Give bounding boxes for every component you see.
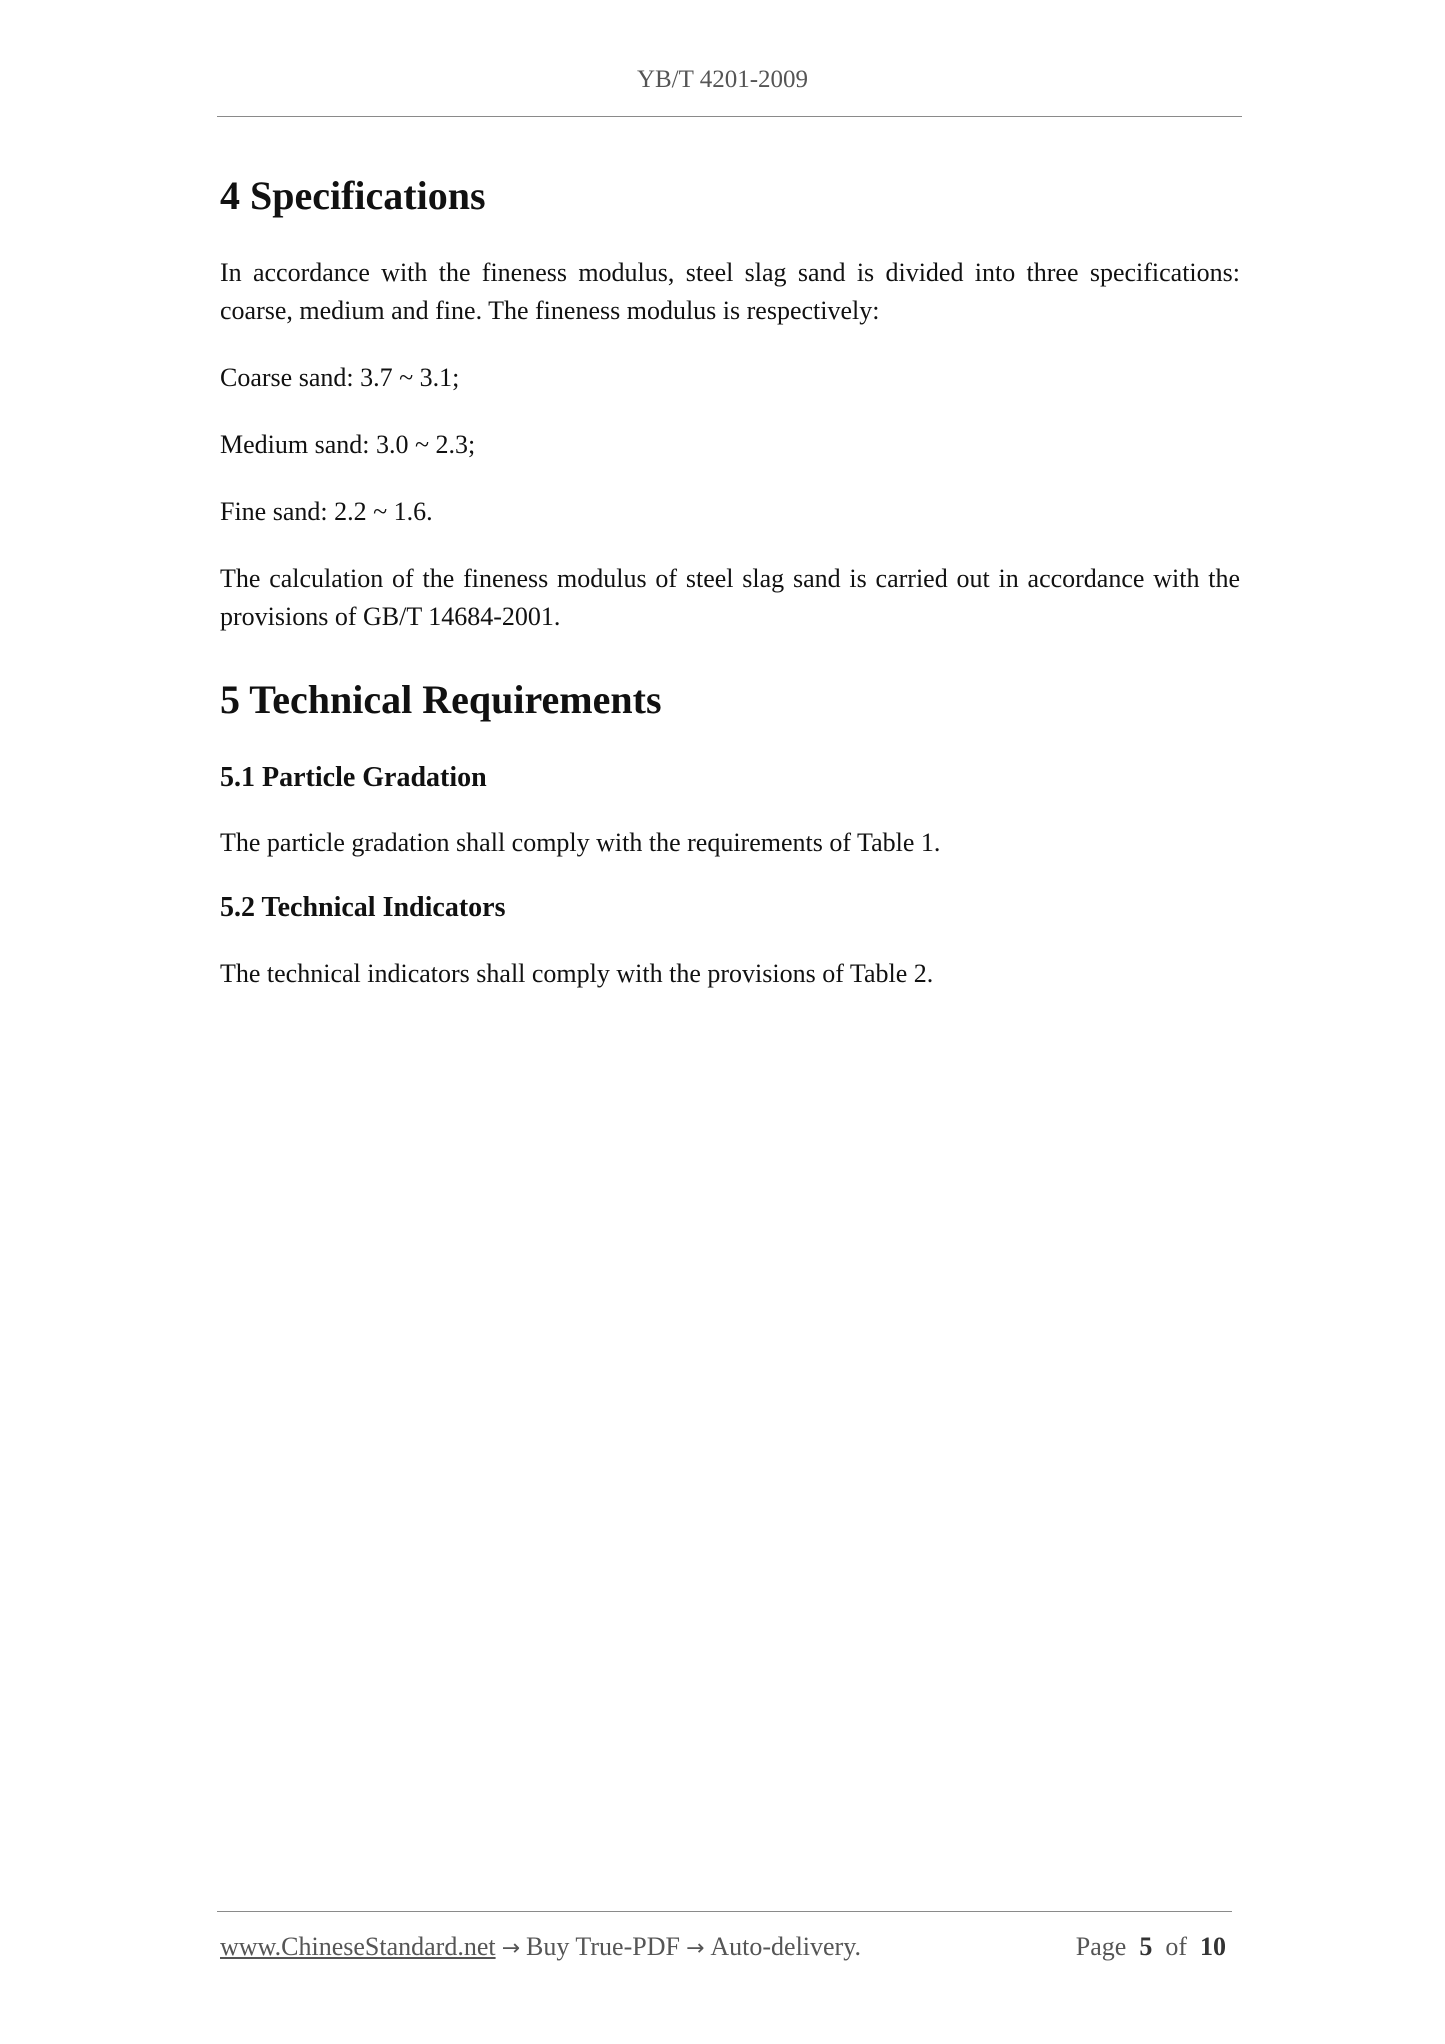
section-4-intro: In accordance with the fineness modulus, steel slag sand is divided into three specifications: coarse, medium and fine. The fineness modulus is respectively: [220, 258, 1240, 325]
buy-true-pdf-text: Buy True-PDF [526, 1932, 680, 1961]
fine-sand-spec: Fine sand: 2.2 ~ 1.6. [220, 497, 433, 526]
document-id-header: YB/T 4201-2009 [636, 66, 809, 93]
coarse-sand-spec: Coarse sand: 3.7 ~ 3.1; [220, 363, 460, 392]
auto-delivery-text: Auto-delivery. [710, 1932, 862, 1961]
header-divider [217, 116, 1242, 117]
current-page-number: 5 [1139, 1932, 1153, 1961]
section-4-heading: 4 Specifications [220, 173, 486, 218]
section-5-1-heading: 5.1 Particle Gradation [220, 762, 487, 793]
section-5-2-heading: 5.2 Technical Indicators [220, 892, 506, 924]
footer-divider [217, 1911, 1232, 1912]
page-label: Page [1075, 1932, 1127, 1961]
arrow-right-icon: → [501, 1936, 521, 1961]
section-5-heading: 5 Technical Requirements [220, 677, 662, 722]
arrow-right-icon: → [685, 1936, 705, 1961]
document-body [220, 170, 1240, 993]
footer-promo [220, 1932, 861, 1962]
total-pages-number: 10 [1200, 1932, 1226, 1961]
section-5-2-text: The technical indicators shall comply with the provisions of Table 2. [220, 958, 934, 988]
fineness-calc-note: The calculation of the fineness modulus of steel slag sand is carried out in accordance with the provisions of GB/T 14684-2001. [220, 564, 1240, 631]
medium-sand-spec: Medium sand: 3.0 ~ 2.3; [220, 430, 476, 459]
website-link[interactable]: www.ChineseStandard.net [220, 1932, 496, 1961]
section-5-1-text: The particle gradation shall comply with the requirements of Table 1. [220, 828, 941, 858]
page-counter [1076, 1932, 1226, 1962]
of-label: of [1165, 1932, 1187, 1961]
